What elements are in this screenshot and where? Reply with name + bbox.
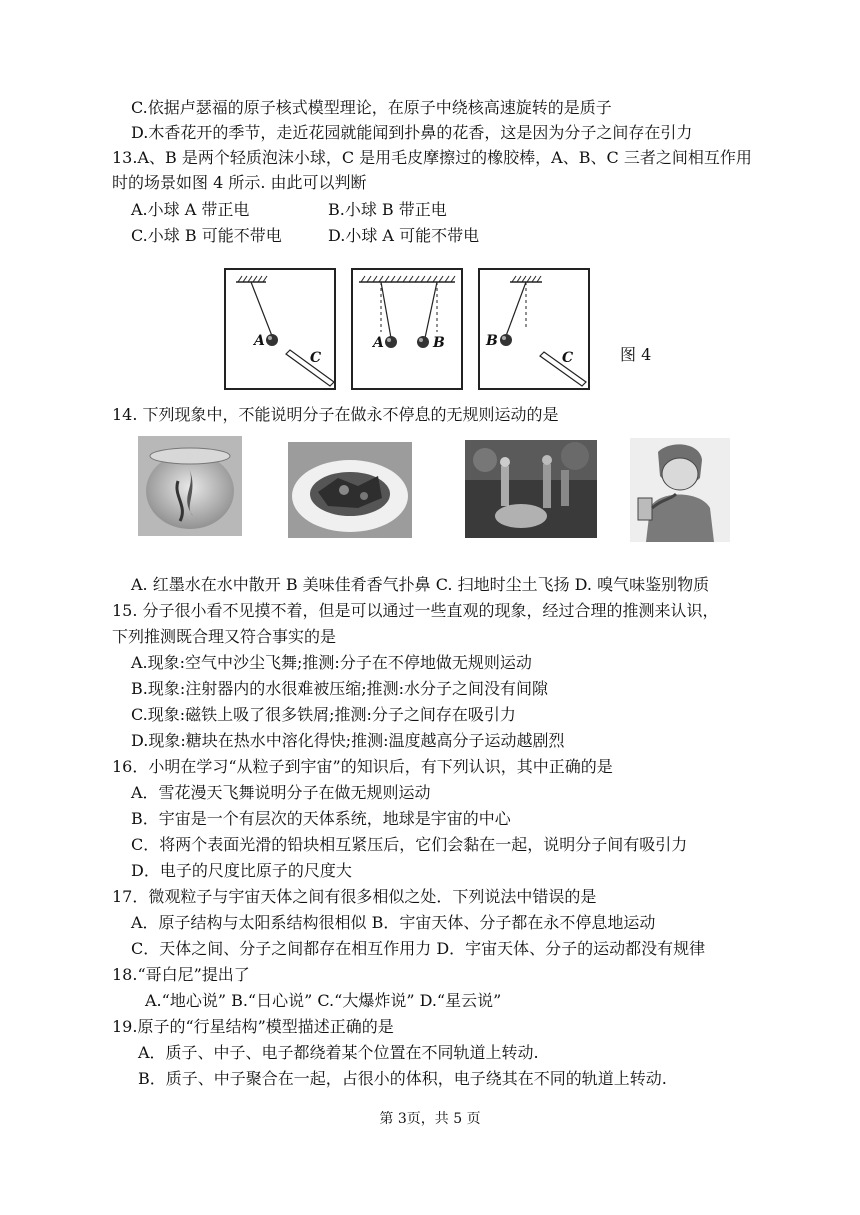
question-18-options: A.“地心说” B.“日心说” C.“大爆炸说” D.“星云说” xyxy=(145,991,502,1010)
option-15d: D.现象:糖块在热水中溶化得快;推测:温度越高分子运动越剧烈 xyxy=(131,731,565,750)
rod-c-label: C xyxy=(310,350,322,366)
option-19b: B．质子、中子聚合在一起，占很小的体积，电子绕其在不同的轨道上转动. xyxy=(138,1069,667,1088)
ball-b-label: B xyxy=(433,335,445,351)
ball-a-label: A xyxy=(373,335,384,351)
figure4-panel-3 xyxy=(478,268,590,390)
question-14-stem: 14. 下列现象中，不能说明分子在做永不停息的无规则运动的是 xyxy=(112,405,559,424)
ball-a-label: A xyxy=(254,333,265,349)
option-12c: C.依据卢瑟福的原子核式模型理论，在原子中绕核高速旋转的是质子 xyxy=(131,98,612,117)
option-15a: A.现象:空气中沙尘飞舞;推测:分子在不停地做无规则运动 xyxy=(131,653,532,672)
option-15c: C.现象:磁铁上吸了很多铁屑;推测:分子之间存在吸引力 xyxy=(131,705,516,724)
question-15-stem: 15. 分子很小看不见摸不着，但是可以通过一些直观的现象，经过合理的推测来认识， xyxy=(112,601,719,620)
figure4-panel-1 xyxy=(224,268,336,390)
rod-c-label: C xyxy=(562,350,574,366)
figure4-caption: 图 4 xyxy=(620,345,652,364)
dish-photo xyxy=(288,442,412,538)
option-13b: B.小球 B 带正电 xyxy=(328,200,447,219)
question-15-stem-cont: 下列推测既合理又符合事实的是 xyxy=(112,627,337,646)
question-13-stem: 13.A、B 是两个轻质泡沫小球，C 是用毛皮摩擦过的橡胶棒，A、B、C 三者之间相互作用 xyxy=(112,148,752,167)
ball-b-label: B xyxy=(486,333,498,349)
question-18-stem: 18.“哥白尼”提出了 xyxy=(112,965,250,984)
option-16c: C．将两个表面光滑的铅块相互紧压后，它们会黏在一起，说明分子间有吸引力 xyxy=(131,835,688,854)
question-17-stem: 17．微观粒子与宇宙天体之间有很多相似之处．下列说法中错误的是 xyxy=(112,887,597,906)
option-19a: A．质子、中子、电子都绕着某个位置在不同轨道上转动. xyxy=(138,1043,539,1062)
option-16d: D．电子的尺度比原子的尺度大 xyxy=(131,861,352,880)
question-14-options: A. 红墨水在水中散开 B 美味佳肴香气扑鼻 C. 扫地时尘土飞扬 D. 嗅气味鉴别物质 xyxy=(131,575,710,594)
option-16a: A．雪花漫天飞舞说明分子在做无规则运动 xyxy=(131,783,431,802)
question-13-stem-cont: 时的场景如图 4 所示. 由此可以判断 xyxy=(112,173,367,192)
smelling-photo xyxy=(630,438,730,542)
page-footer: 第 3页，共 5 页 xyxy=(379,1111,481,1127)
option-13c: C.小球 B 可能不带电 xyxy=(131,226,282,245)
option-13d: D.小球 A 可能不带电 xyxy=(328,226,480,245)
question-19-stem: 19.原子的“行星结构”模型描述正确的是 xyxy=(112,1017,394,1036)
option-17ab: A．原子结构与太阳系结构很相似 B．宇宙天体、分子都在永不停息地运动 xyxy=(131,913,656,932)
option-13a: A.小球 A 带正电 xyxy=(131,200,250,219)
figure4-panel-2 xyxy=(351,268,463,390)
question-16-stem: 16．小明在学习“从粒子到宇宙”的知识后，有下列认识，其中正确的是 xyxy=(112,757,613,776)
red-ink-photo xyxy=(138,436,242,536)
option-12d: D.木香花开的季节，走近花园就能闻到扑鼻的花香，这是因为分子之间存在引力 xyxy=(131,123,693,142)
option-15b: B.现象:注射器内的水很难被压缩;推测:水分子之间没有间隙 xyxy=(131,679,549,698)
sweeping-photo xyxy=(465,440,597,538)
option-17cd: C．天体之间、分子之间都存在相互作用力 D．宇宙天体、分子的运动都没有规律 xyxy=(131,939,706,958)
option-16b: B．宇宙是一个有层次的天体系统，地球是宇宙的中心 xyxy=(131,809,511,828)
